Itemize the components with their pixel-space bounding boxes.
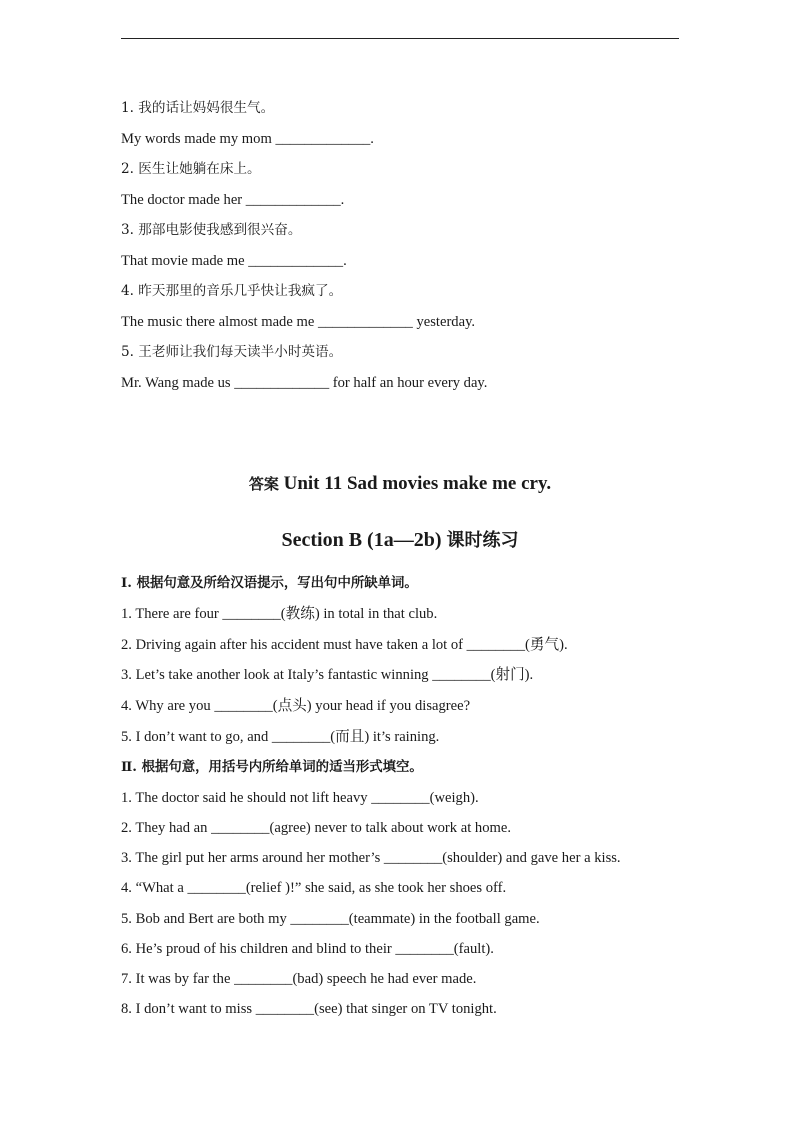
answer-title (0, 473, 800, 495)
section-2-item-1: 1. The doctor said he should not lift heavy ________(weigh). (121, 790, 479, 806)
answer-title-main: Unit 11 Sad movies make me cry. (278, 473, 552, 494)
section-1-item-3: 3. Let’s take another look at Italy’s fantastic winning ________(射门). (121, 667, 534, 683)
section-2-item-6: 6. He’s proud of his children and blind to their ________(fault). (121, 941, 494, 957)
section-2-heading: Ⅱ. 根据句意，用括号内所给单词的适当形式填空。 (121, 759, 423, 775)
section-1-item-5: 5. I don’t want to go, and ________(而且) it’s raining. (121, 729, 440, 745)
translation-sentence-4: The music there almost made me _____________ yesterday. (121, 314, 476, 330)
answer-title-prefix: 答案 (248, 475, 279, 493)
section-1-item-1: 1. There are four ________(教练) in total in that club. (121, 606, 438, 622)
section-title-main: Section B (1a—2b) (281, 529, 447, 551)
translation-sentence-2: The doctor made her _____________. (121, 192, 345, 208)
translation-prompt-5: 5. 王老师让我们每天读半小时英语。 (121, 344, 343, 360)
header-rule (121, 38, 679, 39)
section-2-item-5: 5. Bob and Bert are both my ________(teammate) in the football game. (121, 911, 540, 927)
section-1-item-4: 4. Why are you ________(点头) your head if you disagree? (121, 698, 471, 714)
section-2-item-7: 7. It was by far the ________(bad) speech he had ever made. (121, 971, 477, 987)
translation-sentence-3: That movie made me _____________. (121, 253, 347, 269)
section-2-item-8: 8. I don’t want to miss ________(see) that singer on TV tonight. (121, 1001, 497, 1017)
section-1-item-2: 2. Driving again after his accident must have taken a lot of ________(勇气). (121, 637, 568, 653)
section-title (0, 526, 800, 552)
translation-prompt-2: 2. 医生让她躺在床上。 (121, 161, 261, 177)
section-2-item-2: 2. They had an ________(agree) never to talk about work at home. (121, 820, 511, 836)
translation-sentence-1: My words made my mom _____________. (121, 131, 374, 147)
translation-sentence-5: Mr. Wang made us _____________ for half an hour every day. (121, 375, 488, 391)
section-title-suffix: 课时练习 (446, 530, 519, 551)
translation-prompt-1: 1. 我的话让妈妈很生气。 (121, 100, 275, 116)
section-2-item-4: 4. “What a ________(relief )!” she said, as she took her shoes off. (121, 880, 507, 896)
translation-prompt-4: 4. 昨天那里的音乐几乎快让我疯了。 (121, 283, 343, 299)
translation-prompt-3: 3. 那部电影使我感到很兴奋。 (121, 222, 302, 238)
section-2-item-3: 3. The girl put her arms around her mother’s ________(shoulder) and gave her a kiss. (121, 850, 621, 866)
section-1-heading: Ⅰ. 根据句意及所给汉语提示，写出句中所缺单词。 (121, 575, 418, 591)
